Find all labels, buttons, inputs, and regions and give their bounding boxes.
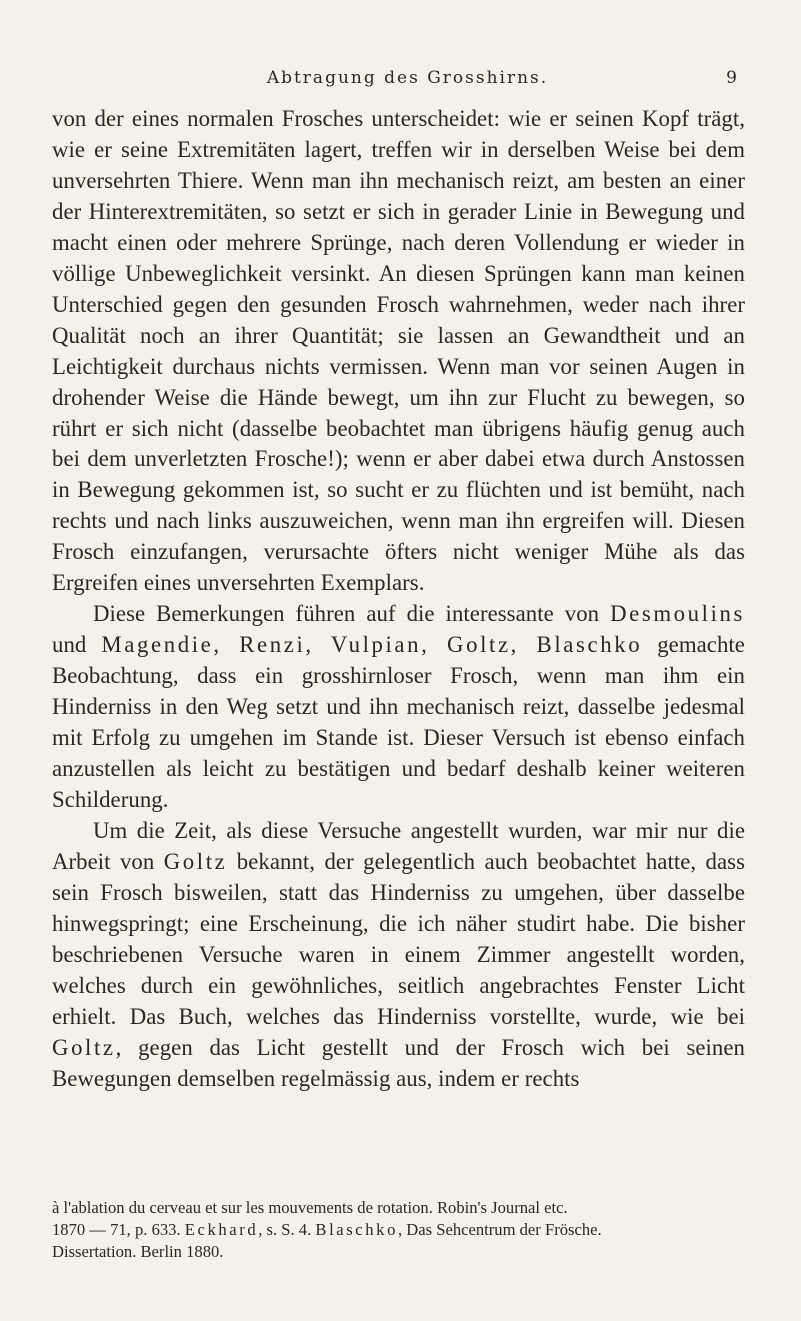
footnote-text: 1870 — 71, p. 633.	[52, 1220, 185, 1239]
author-name: Desmoulins	[610, 601, 745, 627]
paragraph-2-text-a: Diese Bemerkungen führen auf die interessante von	[93, 601, 611, 627]
footnote-line-2	[52, 1219, 745, 1241]
paragraph-2-text-c: gemachte Beobachtung, dass ein grosshirnloser Frosch, wenn man ihm ein Hinderniss in den Weg setzt und ihn mechanisch reizt, dasselbe jedesmal mit Erfolg zu umgehen im Stande ist. Dieser Versuch ist ebenso einfach anzustellen als leicht zu bestätigen und bedarf deshalb keiner weiteren Schilderung.	[52, 632, 745, 812]
paragraph-3-text-c: , gegen das Licht gestellt und der Frosch wich bei seinen Bewegungen demselben regelmässig aus, indem er rechts	[52, 1034, 745, 1091]
paragraph-3-text-a: Um die Zeit, als diese Versuche angestellt wurden, war mir nur die Arbeit von	[52, 817, 745, 874]
footnote-text: , s. S. 4.	[258, 1220, 316, 1239]
paragraph-3	[52, 816, 745, 1095]
page-number: 9	[726, 68, 737, 88]
paragraph-2-text-b: und	[52, 632, 102, 658]
page-header	[52, 66, 741, 90]
footnote	[52, 1197, 745, 1263]
paragraph-3-text-b: bekannt, der gelegentlich auch beobachtet hatte, dass sein Frosch bisweilen, statt das Hinderniss zu umgehen, über dasselbe hinwegspringt; eine Erscheinung, die ich näher studirt habe. Die bisher beschriebenen Versuche waren in einem Zimmer angestellt worden, welches durch ein gewöhnliches, seitlich angebrachtes Fenster Licht erhielt. Das Buch, welches das Hinderniss vorstellte, wurde, wie bei	[52, 848, 746, 1029]
author-names: Magendie, Renzi, Vulpian, Goltz, Blaschko	[101, 632, 643, 658]
footnote-line-3: Dissertation. Berlin 1880.	[52, 1242, 224, 1261]
running-head: Abtragung des Grosshirns.	[266, 68, 549, 88]
footnote-line-1: à l'ablation du cerveau et sur les mouvements de rotation. Robin's Journal etc.	[52, 1198, 568, 1217]
body-text	[52, 104, 745, 1095]
author-name: Goltz	[163, 848, 228, 874]
footnote-author: Eckhard	[184, 1220, 259, 1239]
author-name: Goltz	[52, 1034, 116, 1060]
footnote-text: , Das Sehcentrum der Frösche.	[397, 1220, 602, 1239]
footnote-author: Blaschko	[315, 1220, 398, 1239]
paragraph-2	[52, 599, 745, 816]
paragraph-1: von der eines normalen Frosches unterscheidet: wie er seinen Kopf trägt, wie er seine Extremitäten lagert, treffen wir in derselben Weise bei dem unversehrten Thiere. Wenn man ihn mechanisch reizt, am besten an einer der Hinterextremitäten, so setzt er sich in gerader Linie in Bewegung und macht einen oder mehrere Sprünge, nach deren Vollendung er wieder in völlige Unbeweglichkeit versinkt. An diesen Sprüngen kann man keinen Unterschied gegen den gesunden Frosch wahrnehmen, weder nach ihrer Qualität noch an ihrer Quantität; sie lassen an Gewandtheit und an Leichtigkeit durchaus nichts vermissen. Wenn man vor seinen Augen in drohender Weise die Hände bewegt, um ihn zur Flucht zu bewegen, so rührt er sich nicht (dasselbe beobachtet man übrigens häufig genug auch bei dem unverletzten Frosche!); wenn er aber dabei etwa durch Anstossen in Bewegung gekommen ist, so sucht er zu flüchten und ist bemüht, nach rechts und nach links auszuweichen, wenn man ihn ergreifen will. Diesen Frosch einzufangen, verursachte öfters nicht weniger Mühe als das Ergreifen eines unversehrten Exemplars.	[52, 106, 745, 596]
